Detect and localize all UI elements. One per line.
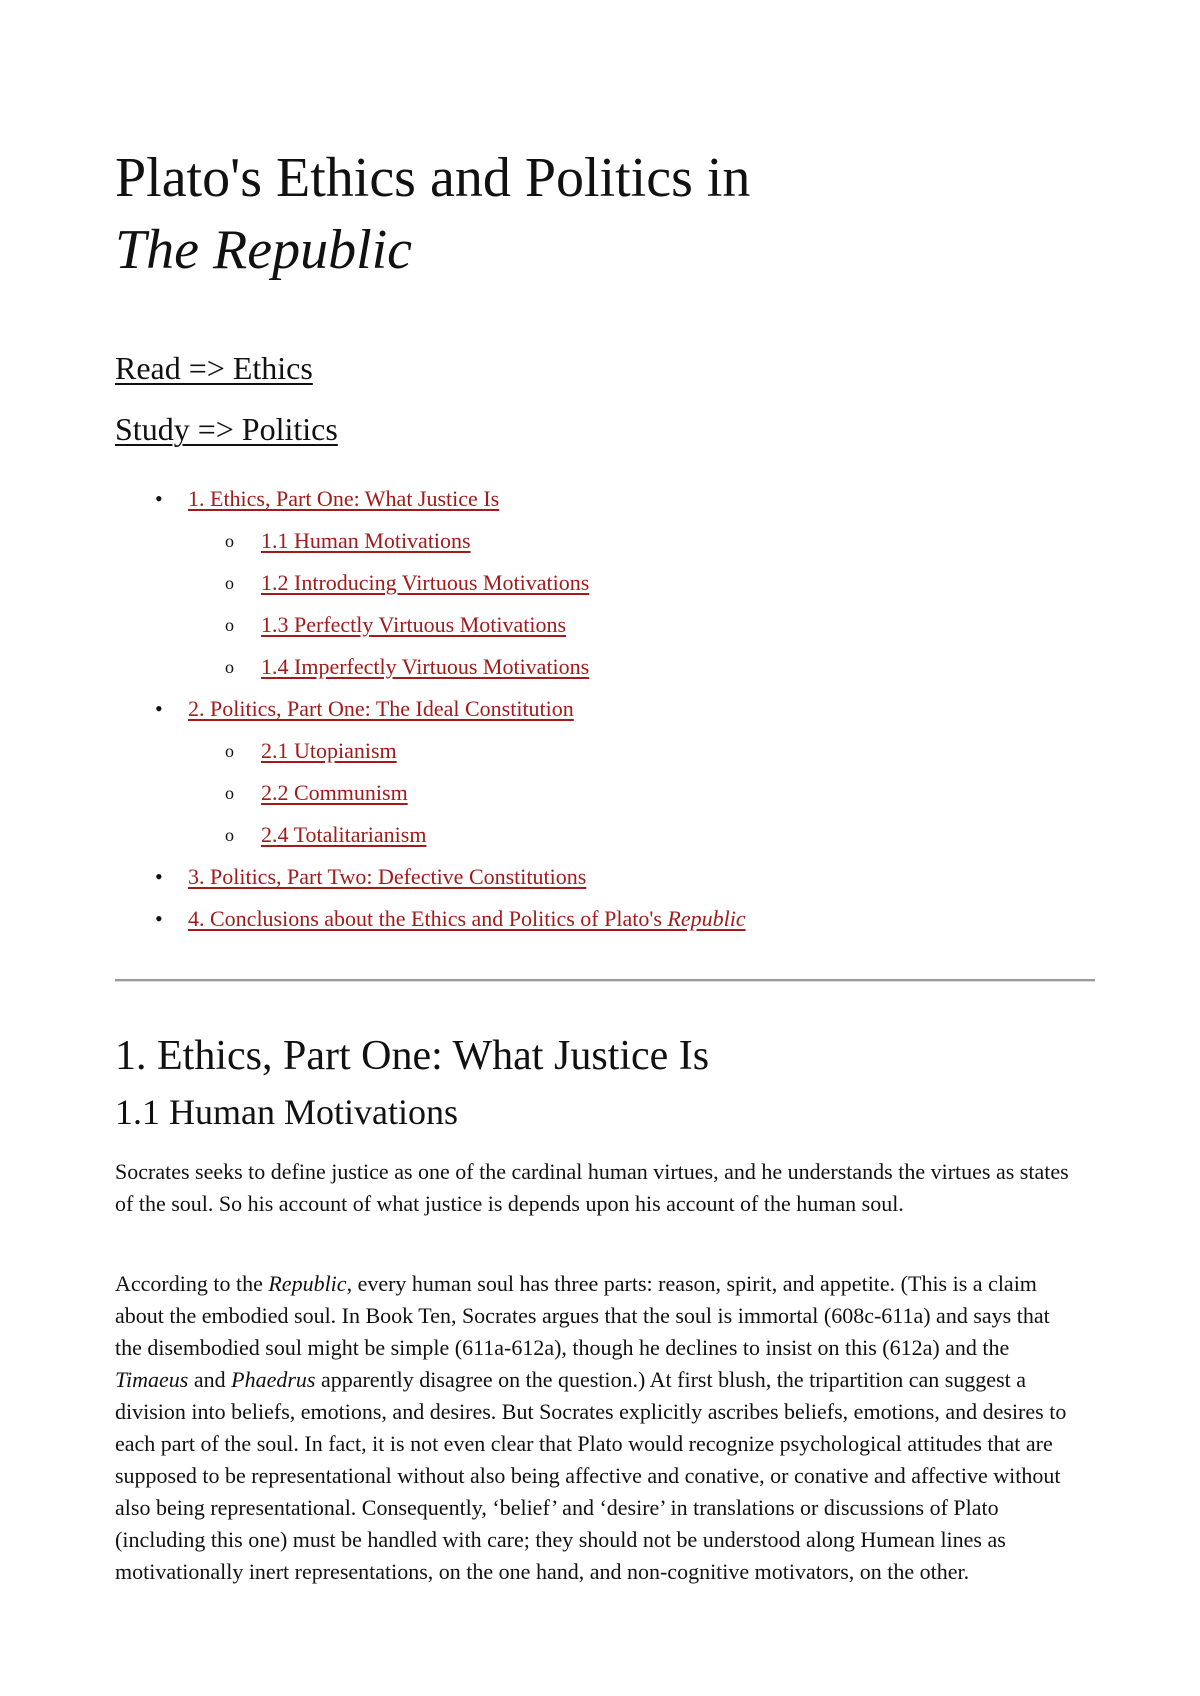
bullet-icon: • [155,906,163,931]
toc-item [115,478,1095,520]
circle-bullet-icon: o [225,741,234,761]
circle-bullet-icon: o [225,573,234,593]
circle-bullet-icon: o [225,615,234,635]
toc-link-perfectly-virtuous-motivations[interactable]: 1.3 Perfectly Virtuous Motivations [261,612,567,637]
toc-link-utopianism[interactable]: 2.1 Utopianism [261,738,397,763]
toc-link-conclusions-italic: Republic [667,906,746,931]
para2-text-g: apparently disagree on the question.) At first blush, the tripartition can suggest a division into beliefs, emotions, and desires. But Socrates explicitly ascribes beliefs, emotions, and desires to each part of the soul. In fact, it is not even clear that Plato would recognize psychological attitudes that are supposed to be representational without also being affective and conative, or conative and affective without also being representational. Consequently, ‘belief’ and ‘desire’ in translations or discussions of Plato (including this one) must be handled with care; they should not be understood along Humean lines as motivationally inert representations, on the one hand, and non-cognitive motivators, on the other. [115,1367,1067,1584]
toc-link-imperfectly-virtuous-motivations[interactable]: 1.4 Imperfectly Virtuous Motivations [261,654,590,679]
toc-item [115,646,1095,688]
title-main: Plato's Ethics and Politics in [115,147,751,209]
toc-item [115,898,1095,940]
toc-link-politics-part-two[interactable]: 3. Politics, Part Two: Defective Constitutions [188,864,587,889]
section-divider [115,979,1095,982]
toc-item [115,604,1095,646]
toc-item [115,814,1095,856]
circle-bullet-icon: o [225,657,234,677]
study-politics-link[interactable]: Study => Politics [115,411,338,447]
read-ethics-link[interactable]: Read => Ethics [115,350,313,386]
toc-link-communism[interactable]: 2.2 Communism [261,780,408,805]
toc-link-conclusions-text: 4. Conclusions about the Ethics and Politics of Plato's [188,906,668,931]
toc-link-politics-part-one[interactable]: 2. Politics, Part One: The Ideal Constitution [188,696,574,721]
body-paragraph-1: Socrates seeks to define justice as one of the cardinal human virtues, and he understands the virtues as states of the soul. So his account of what justice is depends upon his account of the human soul. [115,1159,1069,1216]
para2-text-a: According to the [115,1271,269,1296]
para2-italic-republic: Republic [268,1271,347,1296]
toc-link-conclusions[interactable] [188,906,746,931]
toc-item [115,562,1095,604]
bullet-icon: • [155,696,163,721]
page-title [115,142,1095,286]
circle-bullet-icon: o [225,783,234,803]
subsection-heading: 1.1 Human Motivations [115,1092,458,1132]
section-heading: 1. Ethics, Part One: What Justice Is [115,1033,710,1079]
toc-item [115,688,1095,730]
body-paragraph-2 [115,1268,1075,1588]
para2-italic-phaedrus: Phaedrus [231,1367,316,1392]
circle-bullet-icon: o [225,825,234,845]
toc-item [115,730,1095,772]
circle-bullet-icon: o [225,531,234,551]
table-of-contents [115,478,1095,940]
bullet-icon: • [155,864,163,889]
toc-link-introducing-virtuous-motivations[interactable]: 1.2 Introducing Virtuous Motivations [261,570,590,595]
bullet-icon: • [155,486,163,511]
toc-item [115,856,1095,898]
para2-italic-timaeus: Timaeus [115,1367,189,1392]
title-italic: The Republic [115,219,413,281]
para2-text-e: and [188,1367,232,1392]
toc-link-ethics-part-one[interactable]: 1. Ethics, Part One: What Justice Is [188,486,500,511]
toc-item [115,520,1095,562]
toc-link-totalitarianism[interactable]: 2.4 Totalitarianism [261,822,427,847]
para2-text-c: , every human soul has three parts: reason, spirit, and appetite. (This is a claim about the embodied soul. In Book Ten, Socrates argues that the soul is immortal (608c-611a) and says that the disembodied soul might be simple (611a-612a), though he declines to insist on this (612a) and the [115,1271,1050,1360]
toc-item [115,772,1095,814]
toc-link-human-motivations[interactable]: 1.1 Human Motivations [261,528,471,553]
